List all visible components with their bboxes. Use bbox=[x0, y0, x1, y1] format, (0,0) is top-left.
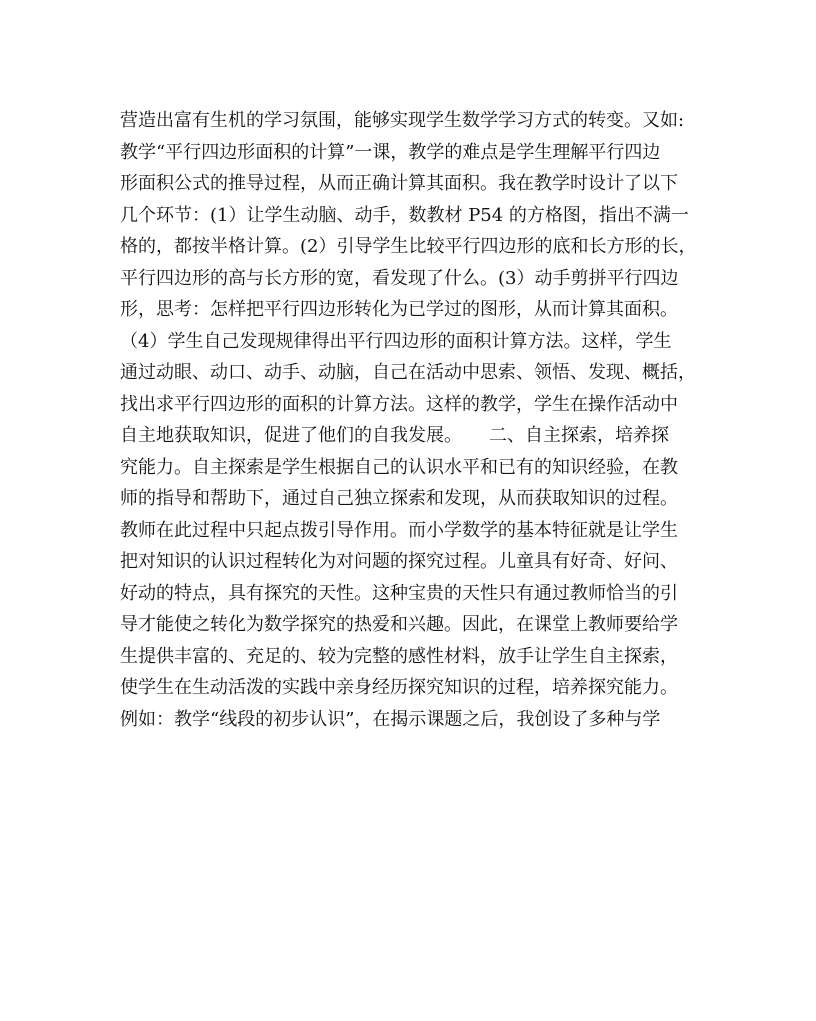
text-line: （4）学生自己发现规律得出平行四边形的面积计算方法。这样，学生 bbox=[120, 330, 672, 352]
document-body bbox=[120, 105, 696, 735]
text-line: 通过动眼、动口、动手、动脑，自己在活动中思索、领悟、发现、概括， bbox=[120, 362, 696, 383]
text-line: 营造出富有生机的学习氛围，能够实现学生数学学习方式的转变。又如: bbox=[120, 110, 685, 131]
text-line: 教师在此过程中只起点拨引导作用。而小学数学的基本特征就是让学生 bbox=[120, 519, 678, 541]
text-line: 生提供丰富的、充足的、较为完整的感性材料，放手让学生自主探索， bbox=[120, 645, 678, 667]
text-line: 好动的特点，具有探究的天性。这种宝贵的天性只有通过教师恰当的引 bbox=[120, 582, 678, 604]
text-line: 教学“平行四边形面积的计算”一课，教学的难点是学生理解平行四边 bbox=[120, 141, 661, 163]
text-line: 形，思考：怎样把平行四边形转化为已学过的图形，从而计算其面积。 bbox=[120, 299, 678, 320]
text-line: 格的，都按半格计算。(2）引导学生比较平行四边形的底和长方形的长， bbox=[120, 236, 697, 257]
text-line: 师的指导和帮助下，通过自己独立探索和发现，从而获取知识的过程。 bbox=[120, 488, 678, 509]
text-line: 究能力。自主探索是学生根据自己的认识水平和已有的知识经验，在教 bbox=[120, 456, 678, 478]
text-line: 例如：教学“线段的初步认识”，在揭示课题之后，我创设了多种与学 bbox=[120, 708, 661, 730]
text-line: 自主地获取知识，促进了他们的自我发展。 二、自主探索，培养探 bbox=[120, 425, 669, 446]
text-line: 导才能使之转化为数学探究的热爱和兴趣。因此，在课堂上教师要给学 bbox=[120, 614, 678, 635]
text-line: 使学生在生动活泼的实践中亲身经历探究知识的过程，培养探究能力。 bbox=[120, 677, 678, 698]
text-line: 平行四边形的高与长方形的宽，看发现了什么。(3）动手剪拼平行四边 bbox=[120, 267, 679, 289]
text-line: 找出求平行四边形的面积的计算方法。这样的教学，学生在操作活动中 bbox=[120, 393, 678, 415]
text-line: 几个环节：(1）让学生动脑、动手，数教材 P54 的方格图，指出不满一 bbox=[120, 204, 689, 226]
text-line: 把对知识的认识过程转化为对问题的探究过程。儿童具有好奇、好问、 bbox=[120, 551, 678, 572]
text-line: 形面积公式的推导过程，从而正确计算其面积。我在教学时设计了以下 bbox=[120, 173, 678, 194]
